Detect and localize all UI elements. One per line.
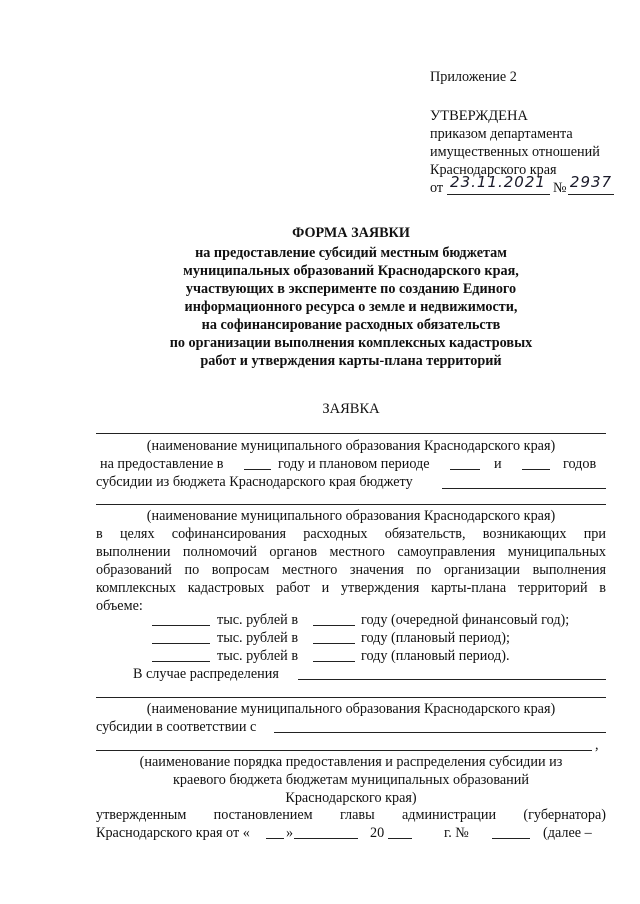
resolution-date-text-d: г. № (444, 825, 469, 841)
procedure-hint-3: Краснодарского края) (285, 790, 417, 806)
distribution-blank (298, 679, 606, 680)
procedure-name-line (96, 750, 592, 751)
title-line-3: участвующих в эксперименте по созданию Единого (185, 281, 517, 297)
budget-recipient-blank (442, 488, 606, 489)
procedure-blank (274, 732, 606, 733)
distribution-case-text: В случае распределения (133, 666, 279, 682)
amount-2-year: году (плановый период); (361, 630, 510, 646)
subsidy-according-text: субсидии в соответствии с (96, 719, 257, 735)
purpose-line-4: комплексных кадастровых работ и утверждения карты-плана территорий в (96, 580, 606, 596)
amount-blank-3 (152, 661, 210, 662)
resolution-date-text-c: 20 (370, 825, 385, 841)
approval-from-prefix: от (430, 180, 444, 196)
amount-year-blank-1 (313, 625, 355, 626)
approval-number-handwritten: 2937 (569, 173, 613, 191)
amount-blank-2 (152, 643, 210, 644)
provision-text-a: на предоставление в (100, 456, 224, 472)
procedure-hint-1: (наименование порядка предоставления и распределения субсидии из (139, 754, 563, 770)
appendix-label: Приложение 2 (430, 69, 517, 85)
amount-year-blank-3 (313, 661, 355, 662)
title-line-4: информационного ресурса о земле и недвижимости, (184, 299, 518, 315)
resolution-number-blank (492, 838, 530, 839)
municipality-hint-2: (наименование муниципального образования Краснодарского края) (146, 508, 556, 524)
amount-1-unit: тыс. рублей в (217, 612, 299, 628)
municipality-name-line (96, 433, 606, 434)
subsidy-from-budget-text: субсидии из бюджета Краснодарского края бюджету (96, 474, 413, 490)
resolution-date-text-a: Краснодарского края от « (96, 825, 250, 841)
approval-date-handwritten: 23.11.2021 (450, 173, 546, 191)
procedure-comma: , (595, 737, 599, 753)
title-line-7: работ и утверждения карты-плана территорий (200, 353, 502, 369)
approval-line-1: приказом департамента (430, 126, 573, 142)
purpose-line-5: объеме: (96, 598, 143, 614)
municipality-hint-3: (наименование муниципального образования Краснодарского края) (146, 701, 556, 717)
amount-1-year: году (очередной финансовый год); (361, 612, 570, 628)
approval-line-2: имущественных отношений (430, 144, 600, 160)
amount-year-blank-2 (313, 643, 355, 644)
purpose-line-3: образований по вопросам местного значения по организации выполнения (96, 562, 606, 578)
municipality-name-line-2 (96, 504, 606, 505)
approved-label: УТВЕРЖДЕНА (430, 108, 528, 124)
approval-date-underline (447, 194, 550, 195)
approval-number-underline (568, 194, 614, 195)
resolution-year-blank (388, 838, 412, 839)
title-line-6: по организации выполнения комплексных кадастровых (169, 335, 533, 351)
purpose-line-1: в целях софинансирования расходных обязательств, возникающих при (96, 526, 606, 542)
purpose-line-2: выполнении полномочий органов местного самоуправления муниципальных (96, 544, 606, 560)
municipality-hint: (наименование муниципального образования Краснодарского края) (146, 438, 556, 454)
approval-number-prefix: № (553, 180, 567, 196)
form-title: ФОРМА ЗАЯВКИ (292, 225, 410, 241)
procedure-hint-2: краевого бюджета бюджетам муниципальных образований (173, 772, 529, 788)
year-blank-1 (244, 469, 271, 470)
approved-by-line: утвержденным постановлением главы администрации (губернатора) (96, 807, 606, 823)
municipality-name-line-3 (96, 697, 606, 698)
resolution-day-blank (266, 838, 284, 839)
year-blank-3 (522, 469, 550, 470)
provision-text-d: годов (563, 456, 597, 472)
title-line-2: муниципальных образований Краснодарского края, (183, 263, 519, 279)
resolution-date-text-e: (далее – (543, 825, 592, 841)
amount-2-unit: тыс. рублей в (217, 630, 299, 646)
year-blank-2 (450, 469, 480, 470)
amount-3-unit: тыс. рублей в (217, 648, 299, 664)
resolution-month-blank (294, 838, 358, 839)
amount-3-year: году (плановый период). (361, 648, 510, 664)
application-label: ЗАЯВКА (322, 401, 380, 417)
resolution-date-text-b: » (286, 825, 294, 841)
title-line-5: на софинансирование расходных обязательств (201, 317, 501, 333)
amount-blank-1 (152, 625, 210, 626)
provision-text-c: и (494, 456, 502, 472)
approval-line-3: Краснодарского края (430, 162, 557, 178)
title-line-1: на предоставление субсидий местным бюджетам (195, 245, 507, 261)
provision-text-b: году и плановом периоде (278, 456, 430, 472)
